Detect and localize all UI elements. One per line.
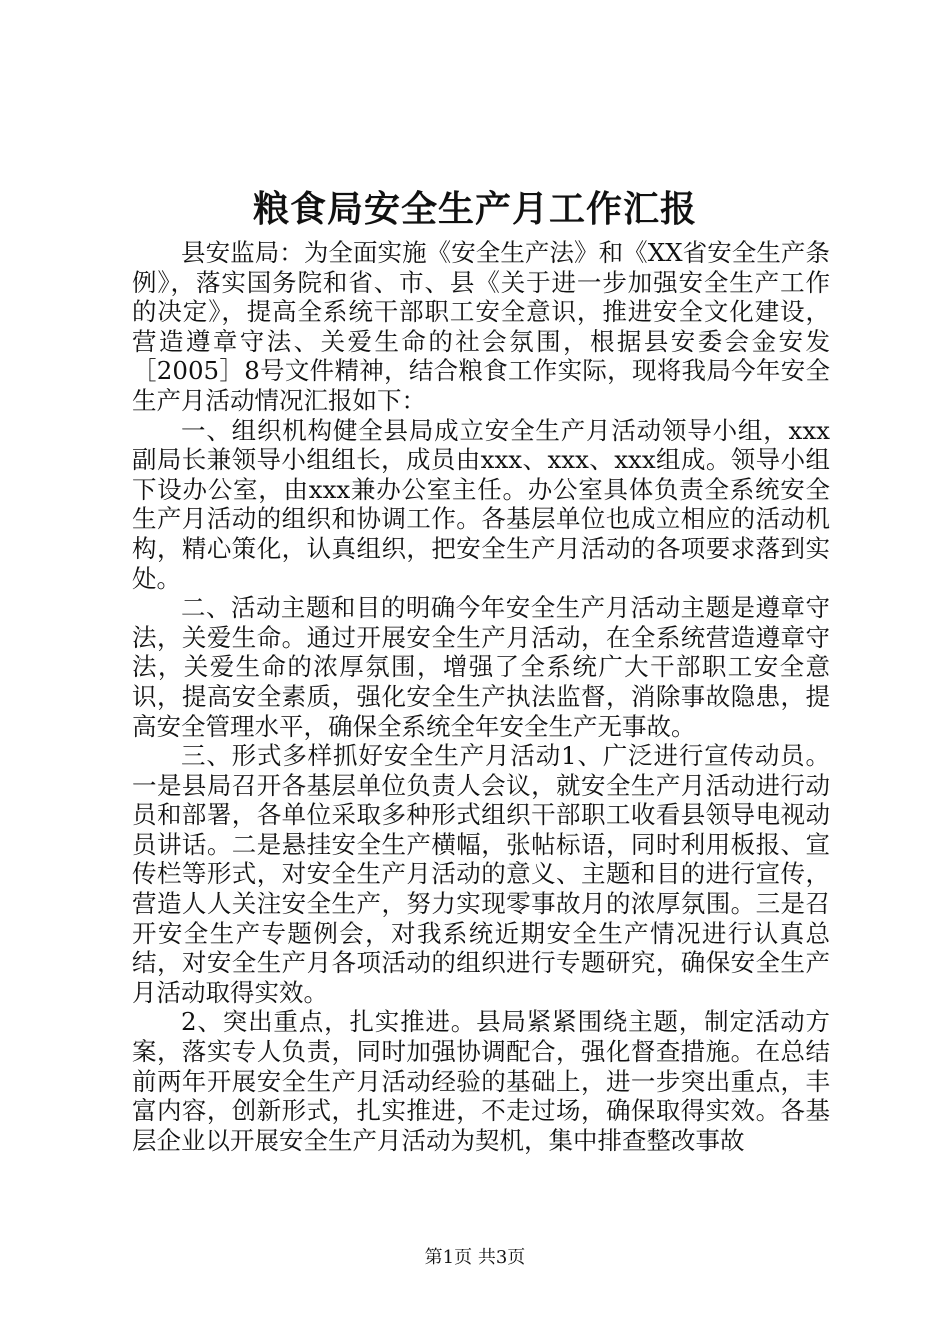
document-body — [132, 238, 830, 1155]
paragraph-activities: 三、形式多样抓好安全生产月活动1、广泛进行宣传动员。一是县局召开各基层单位负责人会议，就安全生产月活动进行动员和部署，各单位采取多种形式组织干部职工收看县领导电视动员讲话。二是悬挂安全生产横幅，张帖标语，同时利用板报、宣传栏等形式，对安全生产月活动的意义、主题和目的进行宣传，营造人人关注安全生产，努力实现零事故月的浓厚氛围。三是召开安全生产专题例会，对我系统近期安全生产情况进行认真总结，对安全生产月各项活动的组织进行专题研究，确保安全生产月活动取得实效。 — [132, 741, 830, 1007]
document-title: 粮食局安全生产月工作汇报 — [252, 188, 697, 230]
page-footer: 第1页 共3页 — [424, 1247, 526, 1268]
paragraph-focus: 2、突出重点，扎实推进。县局紧紧围绕主题，制定活动方案，落实专人负责，同时加强协调配合，强化督查措施。在总结前两年开展安全生产月活动经验的基础上，进一步突出重点，丰富内容，创新形式，扎实推进，不走过场，确保取得实效。各基层企业以开展安全生产月活动为契机，集中排查整改事故 — [132, 1007, 830, 1155]
paragraph-intro: 县安监局：为全面实施《安全生产法》和《XX省安全生产条例》，落实国务院和省、市、县《关于进一步加强安全生产工作的决定》，提高全系统干部职工安全意识，推进安全文化建设，营造遵章守法、关爱生命的社会氛围，根据县安委会金安发［2005］8号文件精神，结合粮食工作实际，现将我局今年安全生产月活动情况汇报如下： — [132, 238, 830, 415]
paragraph-organization: 一、组织机构健全县局成立安全生产月活动领导小组，xxx副局长兼领导小组组长，成员由xxx、xxx、xxx组成。领导小组下设办公室，由xxx兼办公室主任。办公室具体负责全系统安全生产月活动的组织和协调工作。各基层单位也成立相应的活动机构，精心策化，认真组织，把安全生产月活动的各项要求落到实处。 — [132, 415, 830, 593]
paragraph-theme: 二、活动主题和目的明确今年安全生产月活动主题是遵章守法，关爱生命。通过开展安全生产月活动，在全系统营造遵章守法，关爱生命的浓厚氛围，增强了全系统广大干部职工安全意识，提高安全素质，强化安全生产执法监督，消除事故隐患，提高安全管理水平，确保全系统全年安全生产无事故。 — [132, 593, 830, 741]
